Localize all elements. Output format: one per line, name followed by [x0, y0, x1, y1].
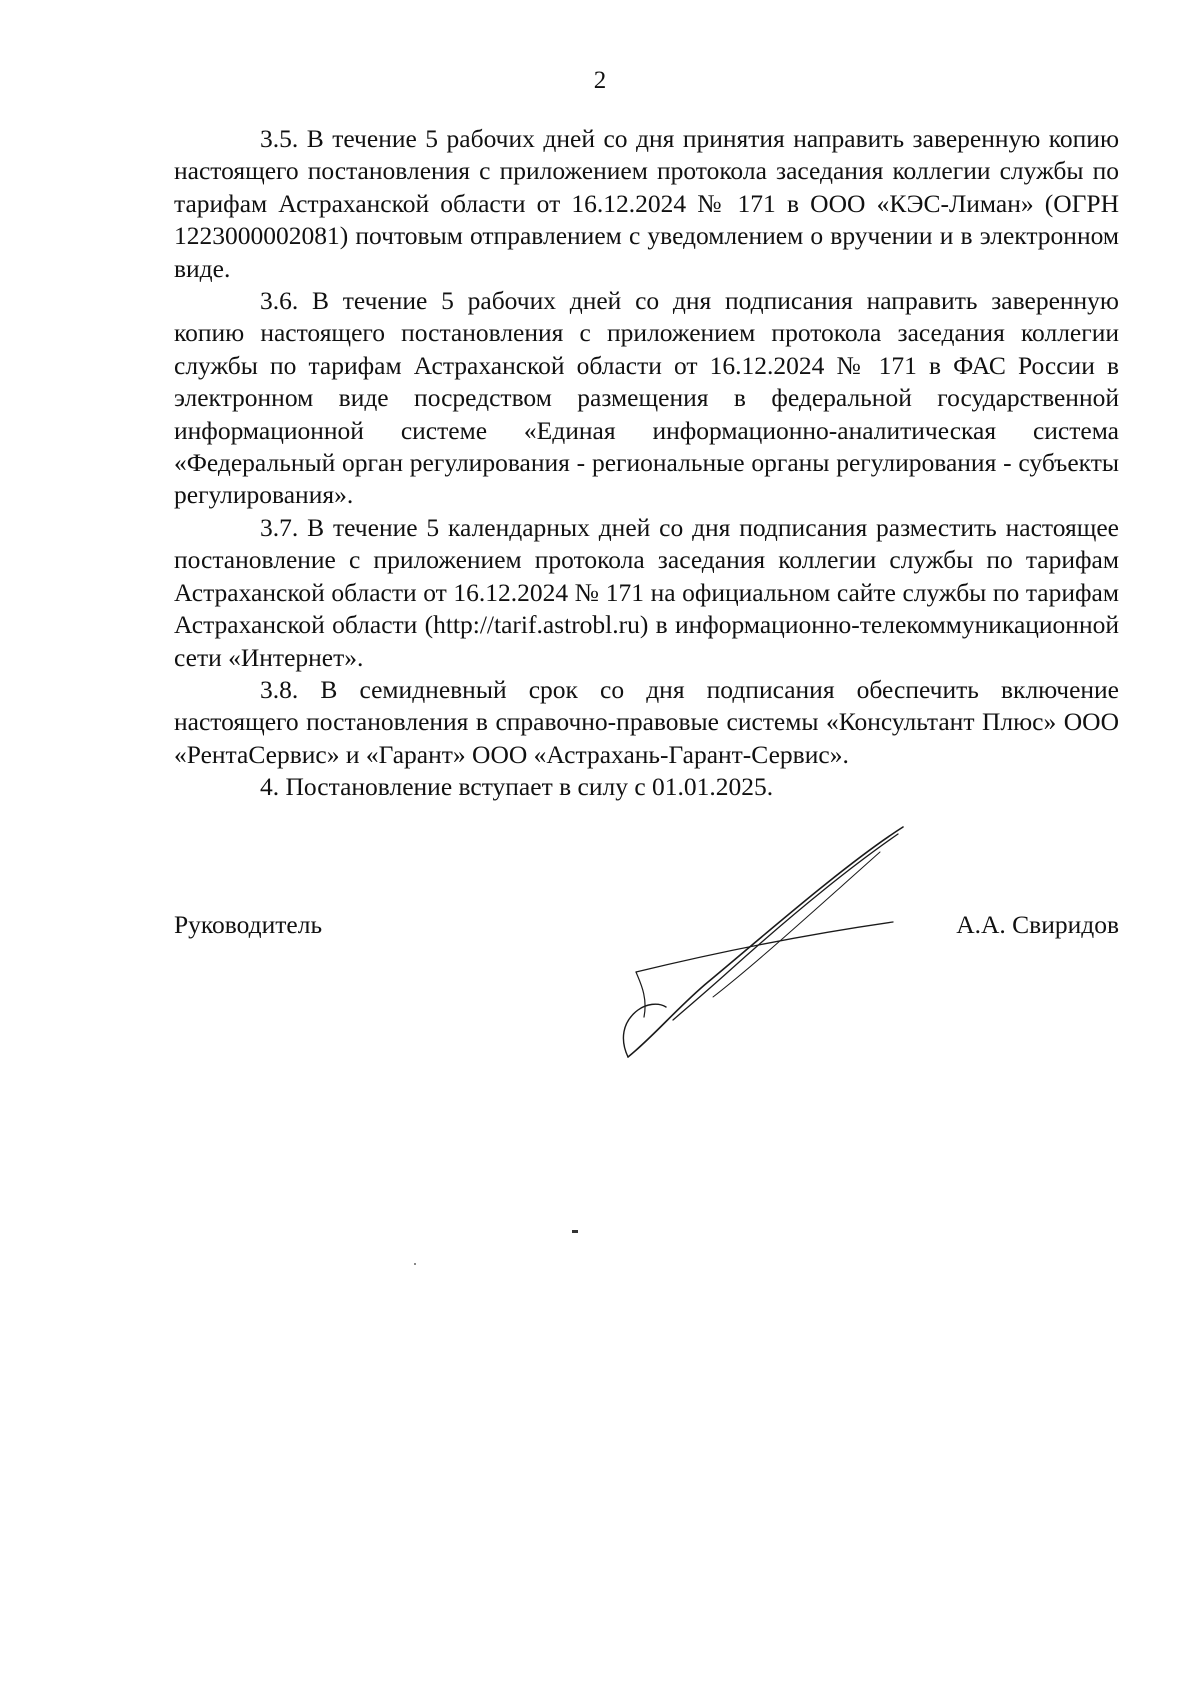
signatory-title: Руководитель: [174, 910, 323, 939]
paragraph-4: 4. Постановление вступает в силу с 01.01.2025.: [260, 772, 774, 802]
signatory-name: А.А. Свиридов: [956, 910, 1119, 939]
scan-speck: [572, 1230, 578, 1233]
document-body: [174, 123, 1119, 804]
paragraph-3-7: 3.7. В течение 5 календарных дней со дня подписания разместить настоящее постановление с приложением протокола заседания коллегии службы по тарифам Астраханской области от 16.12.2024 № 171 на официальном сайте службы по тарифам Астраханской области (http://tarif.astrobl.ru) в информационно-телекоммуникационной сети «Интернет».: [174, 512, 1119, 672]
paragraph-3-6: 3.6. В течение 5 рабочих дней со дня подписания направить заверенную копию настоящего постановления с приложением протокола заседания коллегии службы по тарифам Астраханской области от 16.12.2024 № 171 в ФАС России в электронном виде посредством размещения в федеральной государственной информационной системе «Единая информационно-аналитическая система «Федеральный орган регулирования - региональные органы регулирования - субъекты регулирования».: [174, 286, 1119, 510]
scan-speck: [414, 1263, 416, 1265]
paragraph-3-5: 3.5. В течение 5 рабочих дней со дня принятия направить заверенную копию настоящего постановления с приложением протокола заседания коллегии службы по тарифам Астраханской области от 16.12.2024 № 171 в ООО «КЭС-Лиман» (ОГРН 1223000002081) почтовым отправлением с уведомлением о вручении и в электронном виде.: [174, 124, 1119, 283]
handwritten-signature-icon: [618, 822, 908, 1062]
paragraph-3-8: 3.8. В семидневный срок со дня подписания обеспечить включение настоящего постановления в справочно-правовые системы «Консультант Плюс» ООО «РентаСервис» и «Гарант» ООО «Астрахань-Гарант-Сервис».: [174, 674, 1119, 769]
page-number: 2: [593, 67, 607, 94]
